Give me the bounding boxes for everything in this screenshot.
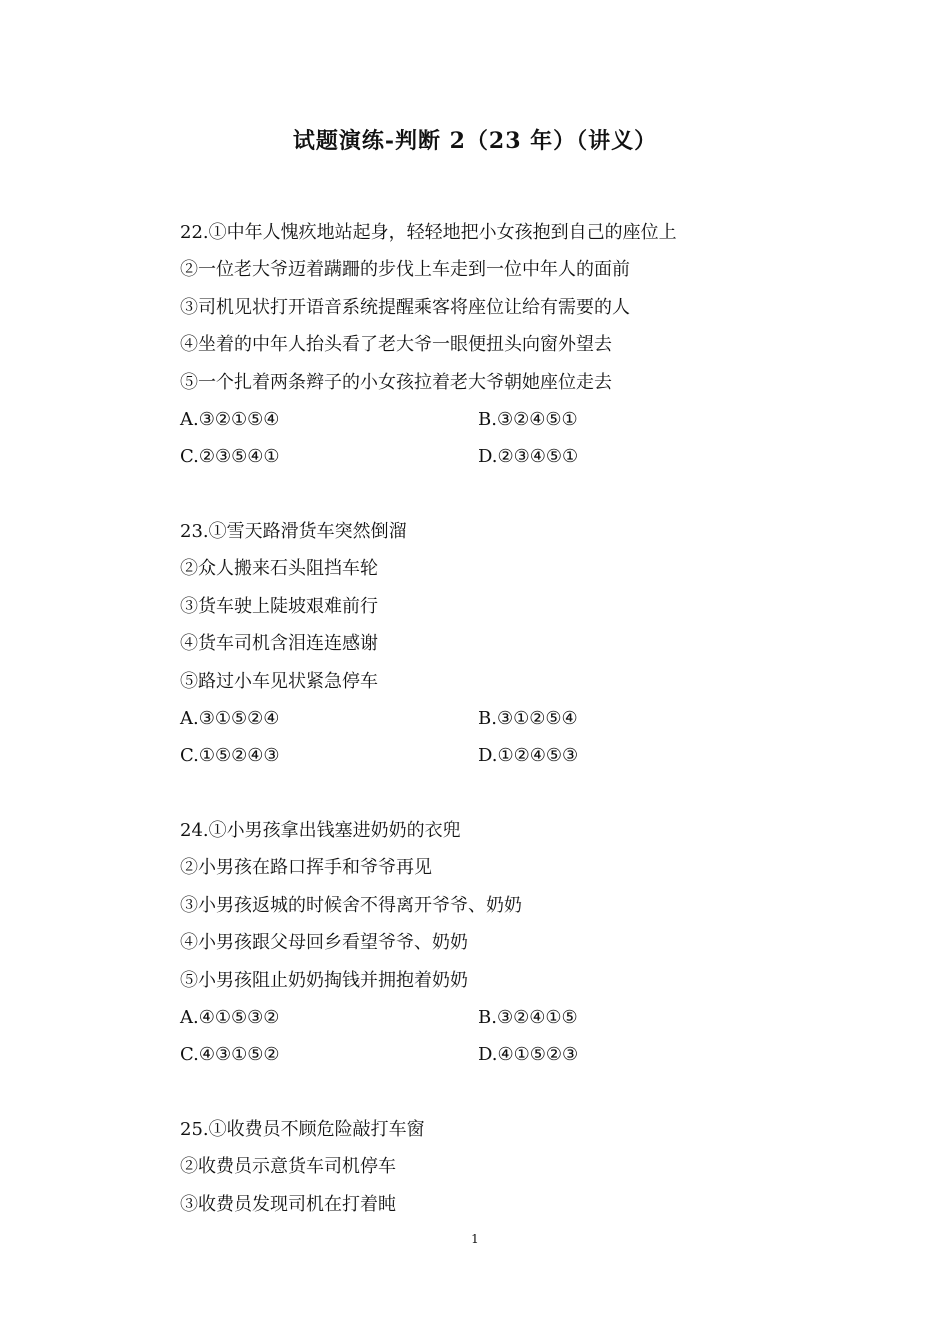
question-23 — [180, 513, 800, 775]
question-line: ④货车司机含泪连连感谢 — [180, 633, 378, 655]
option-d: D.①②④⑤③ — [478, 745, 579, 767]
question-line: ③货车驶上陡坡艰难前行 — [180, 595, 378, 617]
question-line: ④坐着的中年人抬头看了老大爷一眼便扭头向窗外望去 — [180, 334, 612, 356]
option-b: B.③②④①⑤ — [478, 1006, 578, 1028]
option-c: C.②③⑤④① — [180, 446, 280, 468]
option-d: D.②③④⑤① — [478, 446, 579, 468]
question-line: ④小男孩跟父母回乡看望爷爷、奶奶 — [180, 932, 468, 954]
option-c: C.①⑤②④③ — [180, 745, 280, 767]
page-number: 1 — [471, 1232, 479, 1246]
question-line: ③小男孩返城的时候舍不得离开爷爷、奶奶 — [180, 894, 522, 916]
question-line: 24.①小男孩拿出钱塞进奶奶的衣兜 — [180, 820, 461, 841]
question-25 — [180, 1111, 800, 1223]
question-line: 22.①中年人愧疚地站起身，轻轻地把小女孩抱到自己的座位上 — [180, 222, 677, 243]
question-line: 23.①雪天路滑货车突然倒溜 — [180, 521, 407, 542]
question-line: ②小男孩在路口挥手和爷爷再见 — [180, 857, 432, 879]
question-line: ③司机见状打开语音系统提醒乘客将座位让给有需要的人 — [180, 296, 630, 318]
question-line: ②众人搬来石头阻挡车轮 — [180, 558, 378, 580]
options-row — [180, 700, 800, 737]
options-row — [180, 401, 800, 438]
options-row — [180, 1036, 800, 1073]
options-row — [180, 438, 800, 475]
options-row — [180, 737, 800, 774]
option-a: A.④①⑤③② — [180, 1006, 280, 1028]
option-b: B.③①②⑤④ — [478, 707, 578, 729]
question-line: ⑤路过小车见状紧急停车 — [180, 670, 378, 692]
question-line: ⑤一个扎着两条辫子的小女孩拉着老大爷朝她座位走去 — [180, 371, 612, 393]
document-title: 试题演练-判断 2（23 年）（讲义） — [292, 128, 658, 154]
option-a: A.③①⑤②④ — [180, 707, 280, 729]
question-line: ②一位老大爷迈着蹒跚的步伐上车走到一位中年人的面前 — [180, 259, 630, 281]
options-row — [180, 999, 800, 1036]
question-line: ⑤小男孩阻止奶奶掏钱并拥抱着奶奶 — [180, 969, 468, 991]
option-a: A.③②①⑤④ — [180, 408, 280, 430]
question-24 — [180, 812, 800, 1074]
option-b: B.③②④⑤① — [478, 408, 578, 430]
question-line: 25.①收费员不顾危险敲打车窗 — [180, 1119, 425, 1140]
question-22 — [180, 214, 800, 476]
question-line: ③收费员发现司机在打着盹 — [180, 1193, 396, 1215]
option-d: D.④①⑤②③ — [478, 1044, 579, 1066]
question-line: ②收费员示意货车司机停车 — [180, 1156, 396, 1178]
option-c: C.④③①⑤② — [180, 1044, 280, 1066]
